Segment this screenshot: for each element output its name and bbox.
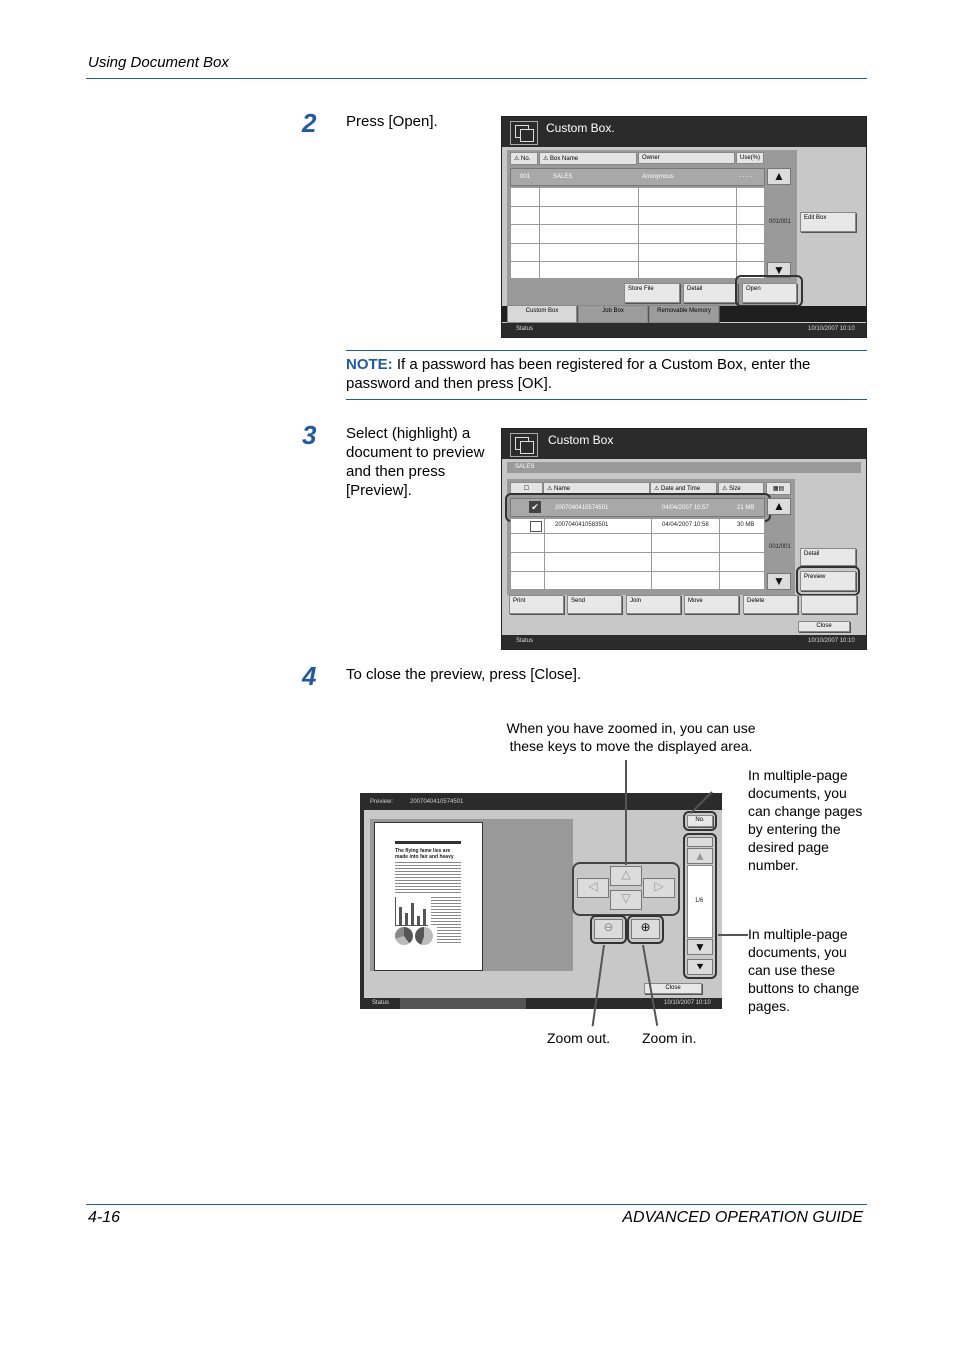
zoom-in-button[interactable]: ⊕ bbox=[631, 919, 660, 939]
delete-button[interactable]: Delete bbox=[743, 595, 798, 614]
more-button[interactable] bbox=[801, 595, 857, 614]
move-up-button[interactable]: △ bbox=[610, 866, 642, 886]
open-highlight-ring bbox=[735, 275, 803, 307]
tab-job-box[interactable]: Job Box bbox=[578, 305, 648, 323]
print-button[interactable]: Print bbox=[509, 595, 564, 614]
leader-line-move-keys bbox=[625, 760, 627, 865]
scroll-down-button[interactable]: ▼ bbox=[767, 262, 791, 278]
page-counter: 001/001 bbox=[769, 219, 791, 225]
join-button[interactable]: Join bbox=[626, 595, 681, 614]
select-all-checkbox[interactable]: ☐ bbox=[510, 482, 543, 495]
previous-page-button[interactable]: ▲ bbox=[687, 848, 713, 864]
open-button[interactable]: Open bbox=[742, 283, 797, 303]
status-time: 10/10/2007 10:10 bbox=[808, 638, 855, 644]
preview-screen bbox=[360, 793, 722, 1009]
status-label[interactable]: Status bbox=[516, 326, 534, 332]
col-use[interactable]: Use(%) bbox=[736, 152, 764, 164]
screen-title-bar bbox=[502, 117, 866, 147]
document-thumbnail bbox=[374, 822, 483, 971]
scroll-up-button[interactable]: ▲ bbox=[767, 498, 791, 515]
detail-button[interactable]: Detail bbox=[683, 283, 738, 303]
move-left-button[interactable]: ◁ bbox=[577, 878, 609, 898]
step-4-text: To close the preview, press [Close]. bbox=[346, 666, 582, 683]
tab-custom-box[interactable]: Custom Box bbox=[507, 305, 577, 323]
detail-button[interactable]: Detail bbox=[800, 548, 856, 566]
store-file-button[interactable]: Store File bbox=[624, 283, 680, 303]
document-list-screen bbox=[501, 428, 867, 650]
leader-line-page-buttons bbox=[718, 934, 748, 936]
preview-button[interactable]: Preview bbox=[800, 571, 856, 591]
col-no[interactable]: ⚠ No. bbox=[510, 152, 538, 165]
last-page-button[interactable]: ⯆ bbox=[687, 959, 713, 975]
step-3-text: Select (highlight) a document to preview and then press [Preview]. bbox=[346, 425, 485, 499]
checkbox-checked-icon[interactable]: ✔ bbox=[529, 501, 541, 513]
note-text: If a password has been registered for a Custom Box, enter the password and then press [OK]. bbox=[346, 356, 811, 392]
box-name-label: SALES bbox=[515, 464, 535, 470]
step-4-number: 4 bbox=[302, 661, 317, 691]
step-2-number: 2 bbox=[302, 108, 317, 138]
tab-removable-memory[interactable]: Removable Memory bbox=[649, 305, 719, 323]
step-3-number: 3 bbox=[302, 420, 317, 450]
running-header: Using Document Box bbox=[88, 54, 229, 71]
step-2-text: Press [Open]. bbox=[346, 113, 438, 130]
guide-title: ADVANCED OPERATION GUIDE bbox=[622, 1209, 863, 1226]
footer-rule bbox=[86, 1204, 867, 1205]
doc-heading: The flying fame lies are made into fair and heavy bbox=[395, 848, 454, 860]
pie-chart-icon bbox=[415, 927, 433, 945]
status-bar bbox=[502, 323, 866, 337]
edit-box-button[interactable]: Edit Box bbox=[800, 212, 856, 232]
status-bar bbox=[360, 998, 722, 1009]
col-date[interactable]: ⚠ Date and Time bbox=[650, 482, 717, 495]
doc-rows bbox=[510, 518, 765, 590]
preview-label: Preview: bbox=[370, 799, 394, 805]
zoom-out-button[interactable]: ⊖ bbox=[594, 919, 623, 939]
status-time: 10/10/2007 10:10 bbox=[664, 1000, 711, 1006]
doc-row-selected[interactable]: ✔ 2007040410574501 04/04/2007 10:57 21 MB bbox=[510, 498, 765, 517]
empty-rows bbox=[510, 187, 765, 279]
header-rule bbox=[86, 78, 867, 79]
callout-enter-pages: In multiple-page documents, you can change pages by entering the desired page number. bbox=[748, 767, 863, 873]
move-right-button[interactable]: ▷ bbox=[643, 878, 675, 898]
note-label: NOTE: bbox=[346, 356, 393, 373]
close-button[interactable]: Close bbox=[798, 621, 850, 632]
scroll-down-button[interactable]: ▼ bbox=[767, 573, 791, 590]
callout-zoom-in: Zoom in. bbox=[642, 1030, 697, 1046]
checkbox-icon[interactable] bbox=[530, 521, 542, 532]
bar-chart-icon bbox=[395, 897, 428, 926]
col-box-name[interactable]: ⚠ Box Name bbox=[539, 152, 637, 165]
box-icon bbox=[510, 121, 538, 145]
page-number-button[interactable]: No. bbox=[687, 815, 713, 827]
send-button[interactable]: Send bbox=[567, 595, 622, 614]
view-toggle[interactable]: ▦▤ bbox=[766, 482, 791, 495]
preview-name: 2007040410574501 bbox=[410, 799, 464, 805]
next-page-button[interactable]: ▼ bbox=[687, 939, 713, 955]
status-label[interactable]: Status bbox=[516, 638, 534, 644]
status-bar bbox=[502, 635, 866, 649]
box-icon bbox=[510, 433, 538, 457]
status-label[interactable]: Status bbox=[372, 1000, 390, 1006]
col-owner[interactable]: Owner bbox=[638, 152, 735, 164]
col-name[interactable]: ⚠ Name bbox=[543, 482, 650, 495]
close-button[interactable]: Close bbox=[644, 983, 702, 994]
note-rule-top bbox=[346, 350, 867, 351]
note bbox=[346, 355, 866, 393]
pie-chart-icon bbox=[395, 927, 413, 945]
page-counter: 001/001 bbox=[769, 544, 791, 550]
screen-title-bar bbox=[502, 429, 866, 459]
callout-zoom-out: Zoom out. bbox=[547, 1030, 611, 1046]
callout-change-pages: In multiple-page documents, you can use these buttons to change pages. bbox=[748, 926, 860, 1014]
scroll-up-button[interactable]: ▲ bbox=[767, 168, 791, 185]
custom-box-screen bbox=[501, 116, 867, 338]
page-counter: 1/6 bbox=[695, 898, 704, 904]
status-time: 10/10/2007 10:10 bbox=[808, 326, 855, 332]
screen-title: Custom Box bbox=[548, 433, 614, 447]
note-rule-bottom bbox=[346, 399, 867, 400]
preview-highlight-ring bbox=[796, 566, 860, 596]
move-down-button[interactable]: ▽ bbox=[610, 890, 642, 910]
doc-row[interactable]: 2007040410583501 04/04/2007 10:58 30 MB bbox=[511, 519, 766, 533]
page-number: 4-16 bbox=[88, 1209, 121, 1226]
screen-title: Custom Box. bbox=[546, 121, 615, 135]
move-button[interactable]: Move bbox=[684, 595, 739, 614]
col-size[interactable]: ⚠ Size bbox=[718, 482, 764, 495]
callout-move-keys: When you have zoomed in, you can use these keys to move the displayed area. bbox=[506, 720, 756, 754]
first-page-button[interactable] bbox=[687, 837, 713, 847]
box-row-sales[interactable]: 001 SALES Anonymous - - - - bbox=[510, 168, 765, 186]
